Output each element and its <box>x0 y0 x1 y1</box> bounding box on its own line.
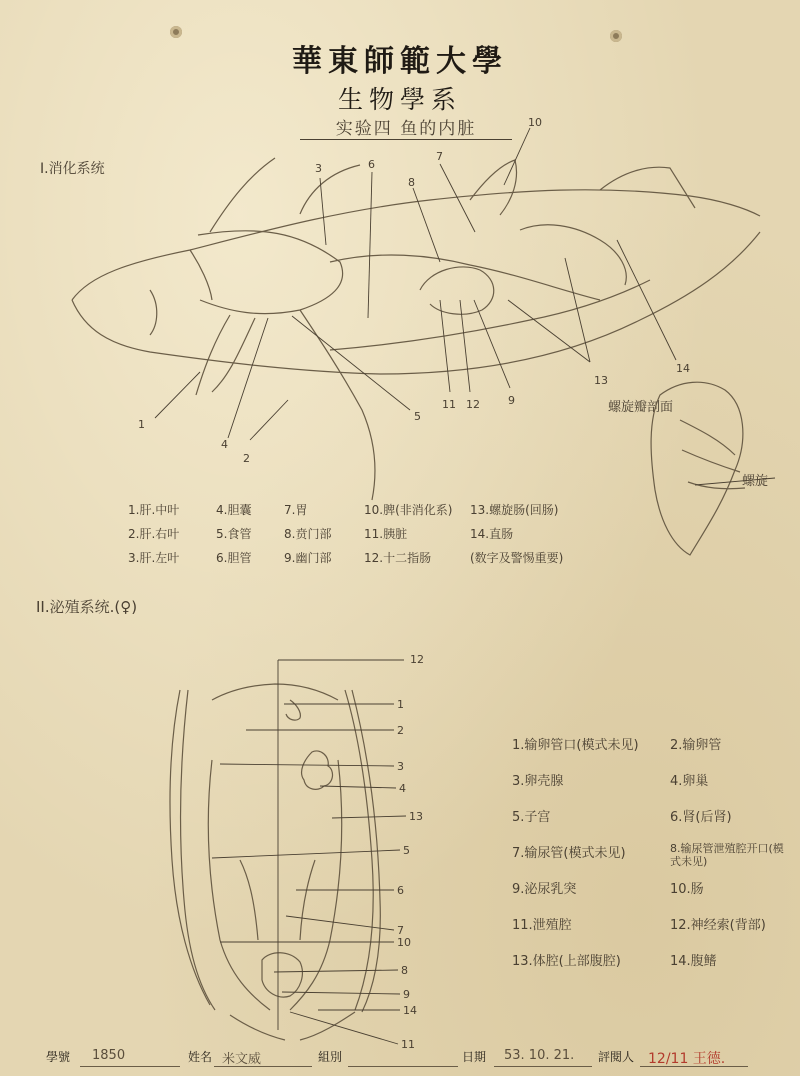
body-cavity-sketch <box>170 684 380 1040</box>
legend-item: 5.食管 <box>216 527 252 541</box>
legend-item: 14.腹鳍 <box>670 954 717 969</box>
fish-body-sketch <box>72 158 760 555</box>
legend-item: 8.贲门部 <box>284 527 332 541</box>
date-label: 日期 <box>462 1050 487 1064</box>
legend-item: 7.胃 <box>284 503 308 517</box>
legend-row <box>512 878 792 914</box>
legend-row <box>512 770 792 806</box>
callout-number: 8 <box>408 176 415 189</box>
digestive-callouts <box>138 116 690 465</box>
legend-item: 1.肝.中叶 <box>128 503 180 517</box>
urogenital-callouts <box>397 653 424 1051</box>
name-label: 姓名 <box>188 1050 213 1064</box>
callout-number: 11 <box>401 1038 415 1051</box>
callout-number: 7 <box>436 150 443 163</box>
underline <box>348 1066 458 1067</box>
legend-item: 1.输卵管口(模式未见) <box>512 738 639 753</box>
callout-number: 12 <box>410 653 424 666</box>
callout-number: 12 <box>466 398 480 411</box>
legend-item: 10.肠 <box>670 882 704 897</box>
legend-item: 4.胆囊 <box>216 503 252 517</box>
callout-number: 6 <box>368 158 375 171</box>
underline <box>80 1066 180 1067</box>
legend-item: 2.肝.右叶 <box>128 527 180 541</box>
callout-number: 11 <box>442 398 456 411</box>
callout-number: 2 <box>397 724 404 737</box>
footer-info-bar <box>0 1046 800 1070</box>
callout-number: 9 <box>403 988 410 1001</box>
callout-number: 13 <box>594 374 608 387</box>
legend-item: 2.输卵管 <box>670 738 722 753</box>
legend-row <box>512 806 792 842</box>
callout-number: 8 <box>401 964 408 977</box>
student-no-label: 學號 <box>46 1050 71 1064</box>
legend-item: 5.子宫 <box>512 810 551 825</box>
callout-number: 5 <box>414 410 421 423</box>
legend-item: 3.卵壳腺 <box>512 774 564 789</box>
callout-number: 14 <box>676 362 690 375</box>
callout-number: 3 <box>315 162 322 175</box>
legend-item: 8.输尿管泄殖腔开口(模式未见) <box>670 842 784 868</box>
legend-item: 3.肝.左叶 <box>128 551 180 565</box>
callout-number: 5 <box>403 844 410 857</box>
section-digestive-title: I.消化系统 <box>40 161 105 177</box>
callout-number: 10 <box>397 936 411 949</box>
legend-item: 13.螺旋肠(回肠) <box>470 503 559 517</box>
section-urogenital-title: II.泌殖系统.(♀) <box>36 598 138 616</box>
legend-item: 9.幽门部 <box>284 551 332 565</box>
date-value: 53. 10. 21. <box>504 1048 575 1063</box>
legend-row <box>128 522 598 546</box>
legend-row <box>128 546 598 570</box>
urogenital-legend <box>512 734 792 986</box>
underline <box>214 1066 312 1067</box>
callout-number: 4 <box>221 438 228 451</box>
legend-item: 13.体腔(上部腹腔) <box>512 954 621 969</box>
callout-number: 1 <box>138 418 145 431</box>
legend-item: 12.十二指肠 <box>364 551 432 565</box>
legend-row <box>512 914 792 950</box>
callout-number: 9 <box>508 394 515 407</box>
cross-section-title: 螺旋瓣剖面 <box>608 400 674 415</box>
legend-item: 6.肾(后肾) <box>670 810 732 825</box>
digestive-legend <box>128 498 598 570</box>
name-value: 米文威 <box>222 1052 262 1067</box>
legend-item: 12.神经索(背部) <box>670 918 766 933</box>
legend-row <box>512 842 792 878</box>
university-title: 華東師範大學 <box>292 44 508 79</box>
urogenital-leader-lines <box>212 660 406 1044</box>
legend-item: 4.卵巢 <box>670 774 709 789</box>
legend-row <box>512 950 792 986</box>
legend-item: 11.泄殖腔 <box>512 918 572 933</box>
callout-number: 13 <box>409 810 423 823</box>
legend-item: 7.输尿管(模式未见) <box>512 846 626 861</box>
legend-item: 11.胰脏 <box>364 527 408 541</box>
callout-number: 14 <box>403 1004 417 1017</box>
reviewer-value: 12/11 王德. <box>648 1051 726 1067</box>
callout-number: 10 <box>528 116 542 129</box>
callout-number: 7 <box>397 924 404 937</box>
callout-number: 1 <box>397 698 404 711</box>
legend-item: 10.脾(非消化系) <box>364 503 453 517</box>
callout-number: 6 <box>397 884 404 897</box>
callout-number: 4 <box>399 782 406 795</box>
group-label: 組別 <box>318 1050 343 1064</box>
reviewer-label: 評閱人 <box>598 1050 635 1064</box>
student-no-value: 1850 <box>92 1048 126 1063</box>
department-title: 生物學系 <box>337 85 462 114</box>
callout-number: 2 <box>243 452 250 465</box>
legend-row <box>128 498 598 522</box>
underline <box>640 1066 748 1067</box>
legend-item: 14.直肠 <box>470 527 514 541</box>
callout-number: 3 <box>397 760 404 773</box>
experiment-title: 实验四 鱼的内脏 <box>300 114 512 140</box>
legend-row <box>512 734 792 770</box>
underline <box>494 1066 592 1067</box>
legend-item: 9.泌尿乳突 <box>512 882 577 897</box>
cross-section-label: 螺旋 <box>742 474 769 489</box>
legend-item: 6.胆管 <box>216 551 252 565</box>
legend-item: (数字及警惕重要) <box>470 551 564 565</box>
